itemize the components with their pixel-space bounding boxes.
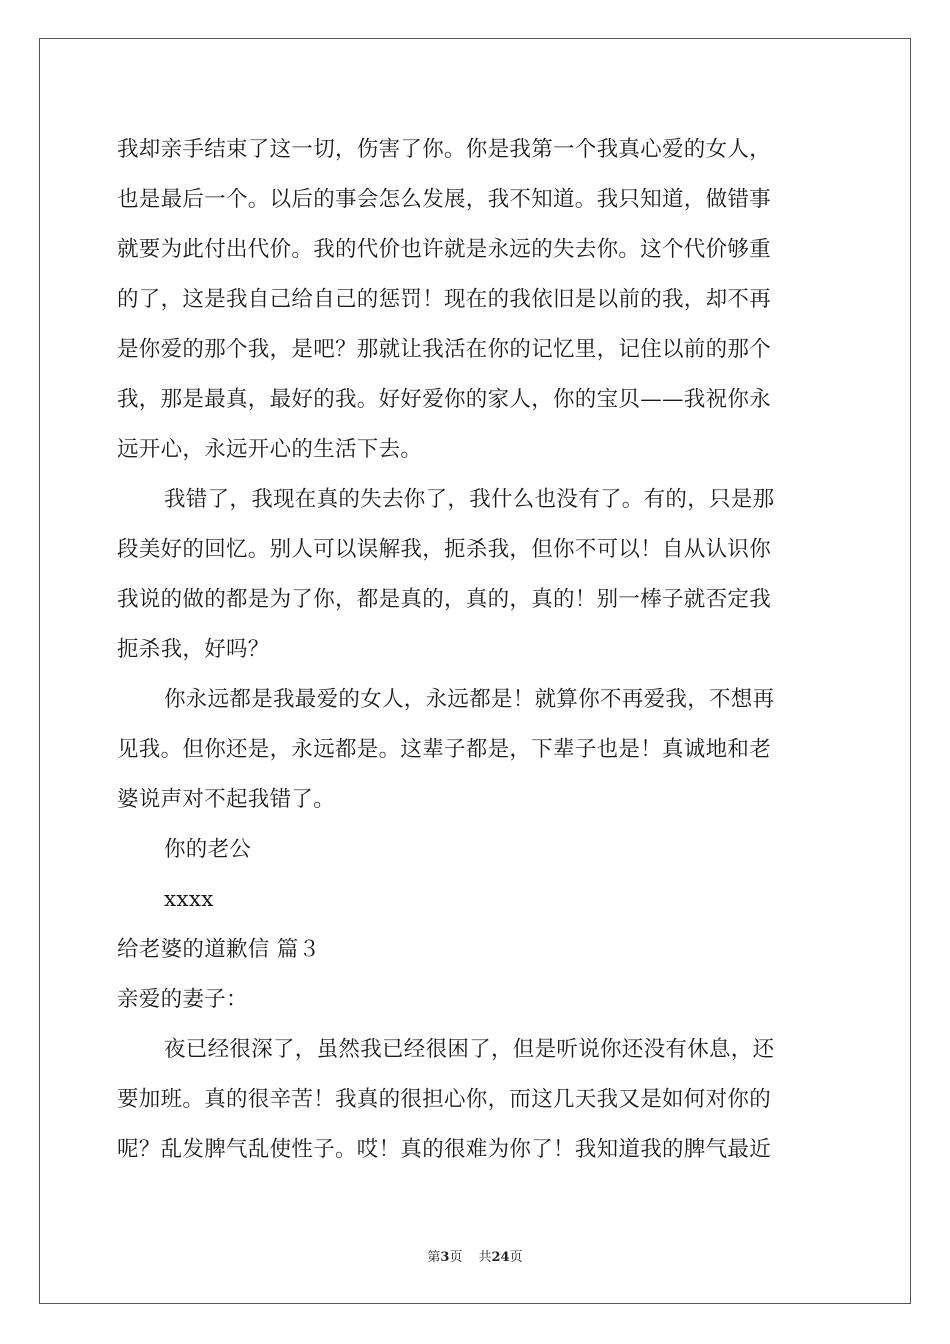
page-footer	[0, 1246, 950, 1265]
paragraph-line: 你永远都是我最爱的女人，永远都是！就算你不再爱我，不想再	[164, 687, 775, 712]
salutation: 亲爱的妻子：	[117, 987, 248, 1012]
paragraph-line: 远开心，永远开心的生活下去。	[117, 437, 423, 462]
paragraph-line: 要加班。真的很辛苦！我真的很担心你，而这几天我又是如何对你的	[117, 1087, 772, 1112]
total-suffix: 页	[509, 1250, 523, 1265]
paragraph-line: 扼杀我，好吗？	[117, 637, 270, 662]
page-suffix: 页	[449, 1250, 463, 1265]
signature-line: 你的老公	[164, 837, 252, 862]
page-prefix: 第	[427, 1250, 441, 1265]
paragraph-line: 呢？乱发脾气乱使性子。哎！真的很难为你了！我知道我的脾气最近	[117, 1137, 772, 1162]
paragraph-line: 是你爱的那个我，是吧？那就让我活在你的记忆里，记住以前的那个	[117, 337, 772, 362]
section-heading: 给老婆的道歉信 篇３	[117, 937, 321, 962]
paragraph-line: 就要为此付出代价。我的代价也许就是永远的失去你。这个代价够重	[117, 237, 772, 262]
paragraph-line: 夜已经很深了，虽然我已经很困了，但是听说你还没有休息，还	[164, 1037, 775, 1062]
paragraph-line: 我，那是最真，最好的我。好好爱你的家人，你的宝贝——我祝你永	[117, 387, 772, 412]
current-page-number: 3	[440, 1250, 450, 1265]
total-page-count: 24	[491, 1250, 510, 1265]
signature-name: xxxx	[164, 887, 214, 912]
paragraph-line: 婆说声对不起我错了。	[117, 787, 336, 812]
total-prefix: 共	[478, 1250, 492, 1265]
document-body	[117, 125, 837, 1175]
paragraph-line: 我错了，我现在真的失去你了，我什么也没有了。有的，只是那	[164, 487, 775, 512]
paragraph-line: 的了，这是我自己给自己的惩罚！现在的我依旧是以前的我，却不再	[117, 287, 772, 312]
paragraph-line: 我说的做的都是为了你，都是真的，真的，真的！别一棒子就否定我	[117, 587, 772, 612]
paragraph-line: 见我。但你还是，永远都是。这辈子都是，下辈子也是！真诚地和老	[117, 737, 772, 762]
paragraph-line: 我却亲手结束了这一切，伤害了你。你是我第一个我真心爱的女人，	[117, 137, 772, 162]
paragraph-line: 段美好的回忆。别人可以误解我，扼杀我，但你不可以！自从认识你	[117, 537, 772, 562]
paragraph-line: 也是最后一个。以后的事会怎么发展，我不知道。我只知道，做错事	[117, 187, 772, 212]
